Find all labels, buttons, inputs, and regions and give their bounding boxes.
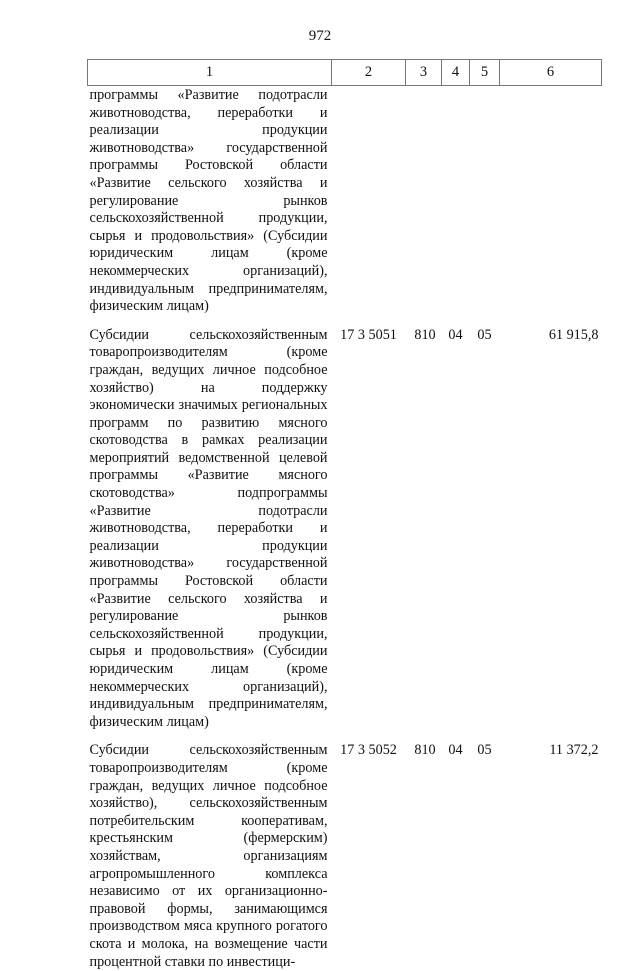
row-amount [500, 86, 602, 316]
header-col-1: 1 [88, 60, 332, 86]
row-target-article [332, 86, 406, 316]
header-col-2: 2 [332, 60, 406, 86]
header-col-4: 4 [442, 60, 470, 86]
row-expense-type [406, 86, 442, 316]
budget-table [87, 59, 602, 971]
row-amount: 11 372,2 [549, 742, 599, 759]
header-col-3: 3 [406, 60, 442, 86]
row-target-article: 17 3 5052 [340, 742, 397, 759]
row-section [442, 86, 470, 316]
row-subsection [470, 86, 500, 316]
row-description: Субсидии сельскохозяйственным товаропроизводителям (кроме граждан, ведущих личное подсобное хозяйство), сельскохозяйственным потребительским кооперативам, крестьянским (фермерским) хозяйствам, организациям агропромышленного комплекса независимо от их организационно-правовой формы, занимающимся производством мяса крупного рогатого скота и молока, на возмещение части процентной ставки по инвестици- [89, 742, 328, 970]
table-row [88, 316, 602, 732]
page-number: 972 [308, 28, 332, 44]
row-target-article: 17 3 5051 [340, 326, 397, 343]
row-section: 04 [448, 326, 463, 343]
row-description: Субсидии сельскохозяйственным товаропроизводителям (кроме граждан, ведущих личное подсобное хозяйство) на поддержку экономически значимых региональных программ по развитию мясного скотоводства в рамках реализации мероприятий ведомственной целевой программы «Развитие мясного скотоводства» подпрограммы «Развитие подотрасли животноводства, переработки и реализации продукции животноводства» государственной программы Ростовской области «Развитие сельского хозяйства и регулирование рынков сельскохозяйственной продукции, сырья и продовольствия» (Субсидии юридическим лицам (кроме некоммерческих организаций), индивидуальным предпринимателям, физическим лицам) [89, 326, 328, 730]
row-subsection: 05 [477, 326, 492, 343]
row-section: 04 [448, 742, 463, 759]
row-subsection: 05 [477, 742, 492, 759]
row-expense-type: 810 [414, 742, 436, 759]
row-description: программы «Развитие подотрасли животноводства, переработки и реализации продукции животноводства» государственной программы Ростовской области «Развитие сельского хозяйства и регулирование рынков сельскохозяйственной продукции, сырья и продовольствия» (Субсидии юридическим лицам (кроме некоммерческих организаций), индивидуальным предпринимателям, физическим лицам) [89, 87, 328, 315]
row-expense-type: 810 [414, 326, 436, 343]
row-amount: 61 915,8 [548, 326, 599, 343]
header-col-5: 5 [470, 60, 500, 86]
header-col-6: 6 [500, 60, 602, 86]
table-header-row [88, 60, 602, 86]
table-row [88, 86, 602, 316]
table-row [88, 731, 602, 971]
